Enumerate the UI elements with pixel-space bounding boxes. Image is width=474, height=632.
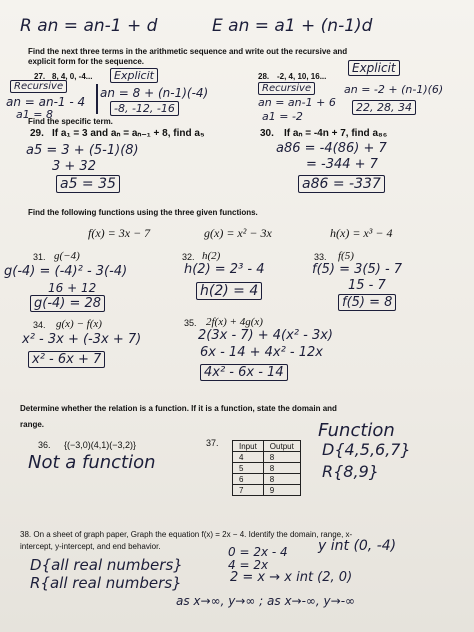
table-header-row [233, 441, 301, 452]
instruction-relations-1: Determine whether the relation is a function. If it is a function, state the domain and [20, 404, 337, 413]
table-row [233, 463, 301, 474]
q38-question-2: intercept, y-intercept, and end behavior. [20, 542, 161, 551]
table-row [233, 452, 301, 463]
q30-work-2: = -344 + 7 [306, 157, 378, 172]
table-cell: 8 [263, 452, 300, 463]
q27-explicit-formula: an = 8 + (n-1)(-4) [100, 86, 209, 100]
q33-number: 33. [314, 252, 327, 262]
q38-domain: D{all real numbers} [30, 556, 183, 574]
q28-explicit-label: Explicit [348, 60, 400, 76]
q38-end-behavior: as x→∞, y→∞ ; as x→-∞, y→-∞ [176, 594, 356, 608]
q36-number: 36. [38, 440, 51, 450]
q27-recursive-formula: an = an-1 - 4 [6, 95, 86, 109]
q38-range: R{all real numbers} [30, 574, 182, 592]
q28-recursive-formula: an = an-1 + 6 [258, 96, 336, 109]
q33-answer: f(5) = 8 [338, 294, 396, 311]
q27-recursive-label: Recursive [10, 80, 67, 93]
q32-number: 32. [182, 252, 195, 262]
table-cell: 9 [263, 485, 300, 496]
q38-work-3: 2 = x → x int (2, 0) [230, 570, 353, 585]
hand-recursive-formula: R an = an-1 + d [20, 16, 158, 36]
table-cell: 5 [233, 463, 264, 474]
q36-relation: {(−3,0)(4,1)(−3,2)} [64, 440, 137, 450]
q31-work-2: 16 + 12 [48, 281, 97, 295]
q38-work-1: 0 = 2x - 4 [228, 545, 288, 559]
q27-next-terms: -8, -12, -16 [110, 101, 179, 116]
q37-answer-function: Function [318, 420, 395, 441]
q35-number: 35. [184, 318, 197, 328]
q27-explicit-label: Explicit [110, 68, 158, 83]
instruction-sequences-1: Find the next three terms in the arithmetic sequence and write out the recursive and [28, 47, 348, 56]
table-cell: 8 [263, 463, 300, 474]
q38-y-intercept: y int (0, -4) [318, 538, 397, 554]
q29-question: If a₁ = 3 and aₙ = aₙ₋₁ + 8, find a₅ [52, 128, 205, 139]
table-cell: 7 [233, 485, 264, 496]
q35-expression: 2f(x) + 4g(x) [206, 316, 263, 328]
q28-next-terms: 22, 28, 34 [352, 100, 416, 115]
q29-number: 29. [30, 128, 44, 139]
q28-recursive-first: a1 = -2 [262, 110, 303, 123]
q31-expression: g(−4) [54, 250, 80, 262]
table-row [233, 474, 301, 485]
q34-answer: x² - 6x + 7 [28, 351, 105, 368]
q30-question: If aₙ = -4n + 7, find a₈₆ [284, 128, 388, 139]
q27-recursive-first: a1 = 8 [16, 108, 53, 121]
function-g: g(x) = x² − 3x [204, 226, 272, 240]
q35-work-2: 6x - 14 + 4x² - 12x [200, 345, 323, 360]
q34-expression: g(x) − f(x) [56, 318, 102, 330]
q34-work-1: x² - 3x + (-3x + 7) [22, 332, 142, 347]
q33-expression: f(5) [338, 250, 354, 262]
q34-number: 34. [33, 320, 46, 330]
q35-work-1: 2(3x - 7) + 4(x² - 3x) [198, 328, 334, 343]
q32-answer: h(2) = 4 [196, 282, 262, 300]
table-row [233, 485, 301, 496]
instruction-relations-2: range. [20, 420, 45, 429]
q37-number: 37. [206, 438, 219, 448]
q31-work-1: g(-4) = (-4)² - 3(-4) [4, 264, 128, 279]
q37-input-output-table [232, 440, 301, 496]
table-cell: 6 [233, 474, 264, 485]
instruction-sequences-2: explicit form for the sequence. [28, 57, 145, 66]
table-header-output: Output [263, 441, 300, 452]
q30-work-1: a86 = -4(86) + 7 [276, 141, 387, 156]
q28-sequence: -2, 4, 10, 16... [277, 72, 327, 81]
q29-work-2: 3 + 32 [52, 159, 96, 174]
q31-number: 31. [33, 252, 46, 262]
q30-number: 30. [260, 128, 274, 139]
q27-sequence: 8, 4, 0, -4... [52, 72, 93, 81]
q37-answer-domain: D{4,5,6,7} [322, 440, 411, 459]
table-header-input: Input [233, 441, 264, 452]
q32-work-1: h(2) = 2³ - 4 [184, 262, 265, 277]
q38-work-2: 4 = 2x [228, 558, 269, 572]
q27-divider [96, 84, 98, 114]
instruction-functions: Find the following functions using the three given functions. [28, 208, 258, 217]
q33-work-2: 15 - 7 [348, 278, 386, 293]
q36-answer: Not a function [28, 452, 156, 473]
q37-answer-range: R{8,9} [322, 462, 379, 481]
q28-number: 28. [258, 72, 270, 81]
table-cell: 4 [233, 452, 264, 463]
q28-recursive-label: Recursive [258, 82, 315, 95]
q32-expression: h(2) [202, 250, 221, 262]
table-cell: 8 [263, 474, 300, 485]
instruction-specific-term: Find the specific term. [28, 117, 113, 126]
hand-explicit-formula: E an = a1 + (n-1)d [212, 16, 373, 36]
q28-explicit-formula: an = -2 + (n-1)(6) [344, 83, 444, 96]
q31-answer: g(-4) = 28 [30, 295, 105, 312]
function-f: f(x) = 3x − 7 [88, 226, 151, 240]
q29-work-1: a5 = 3 + (5-1)(8) [26, 143, 139, 158]
q33-work-1: f(5) = 3(5) - 7 [312, 262, 403, 277]
q30-answer: a86 = -337 [298, 175, 385, 193]
q27-number: 27. [34, 72, 46, 81]
function-h: h(x) = x³ − 4 [330, 226, 393, 240]
q35-answer: 4x² - 6x - 14 [200, 364, 288, 381]
q38-question-1: 38. On a sheet of graph paper, Graph the equation f(x) = 2x − 4. Identify the domain, range, x- [20, 530, 353, 539]
q29-answer: a5 = 35 [56, 175, 120, 193]
